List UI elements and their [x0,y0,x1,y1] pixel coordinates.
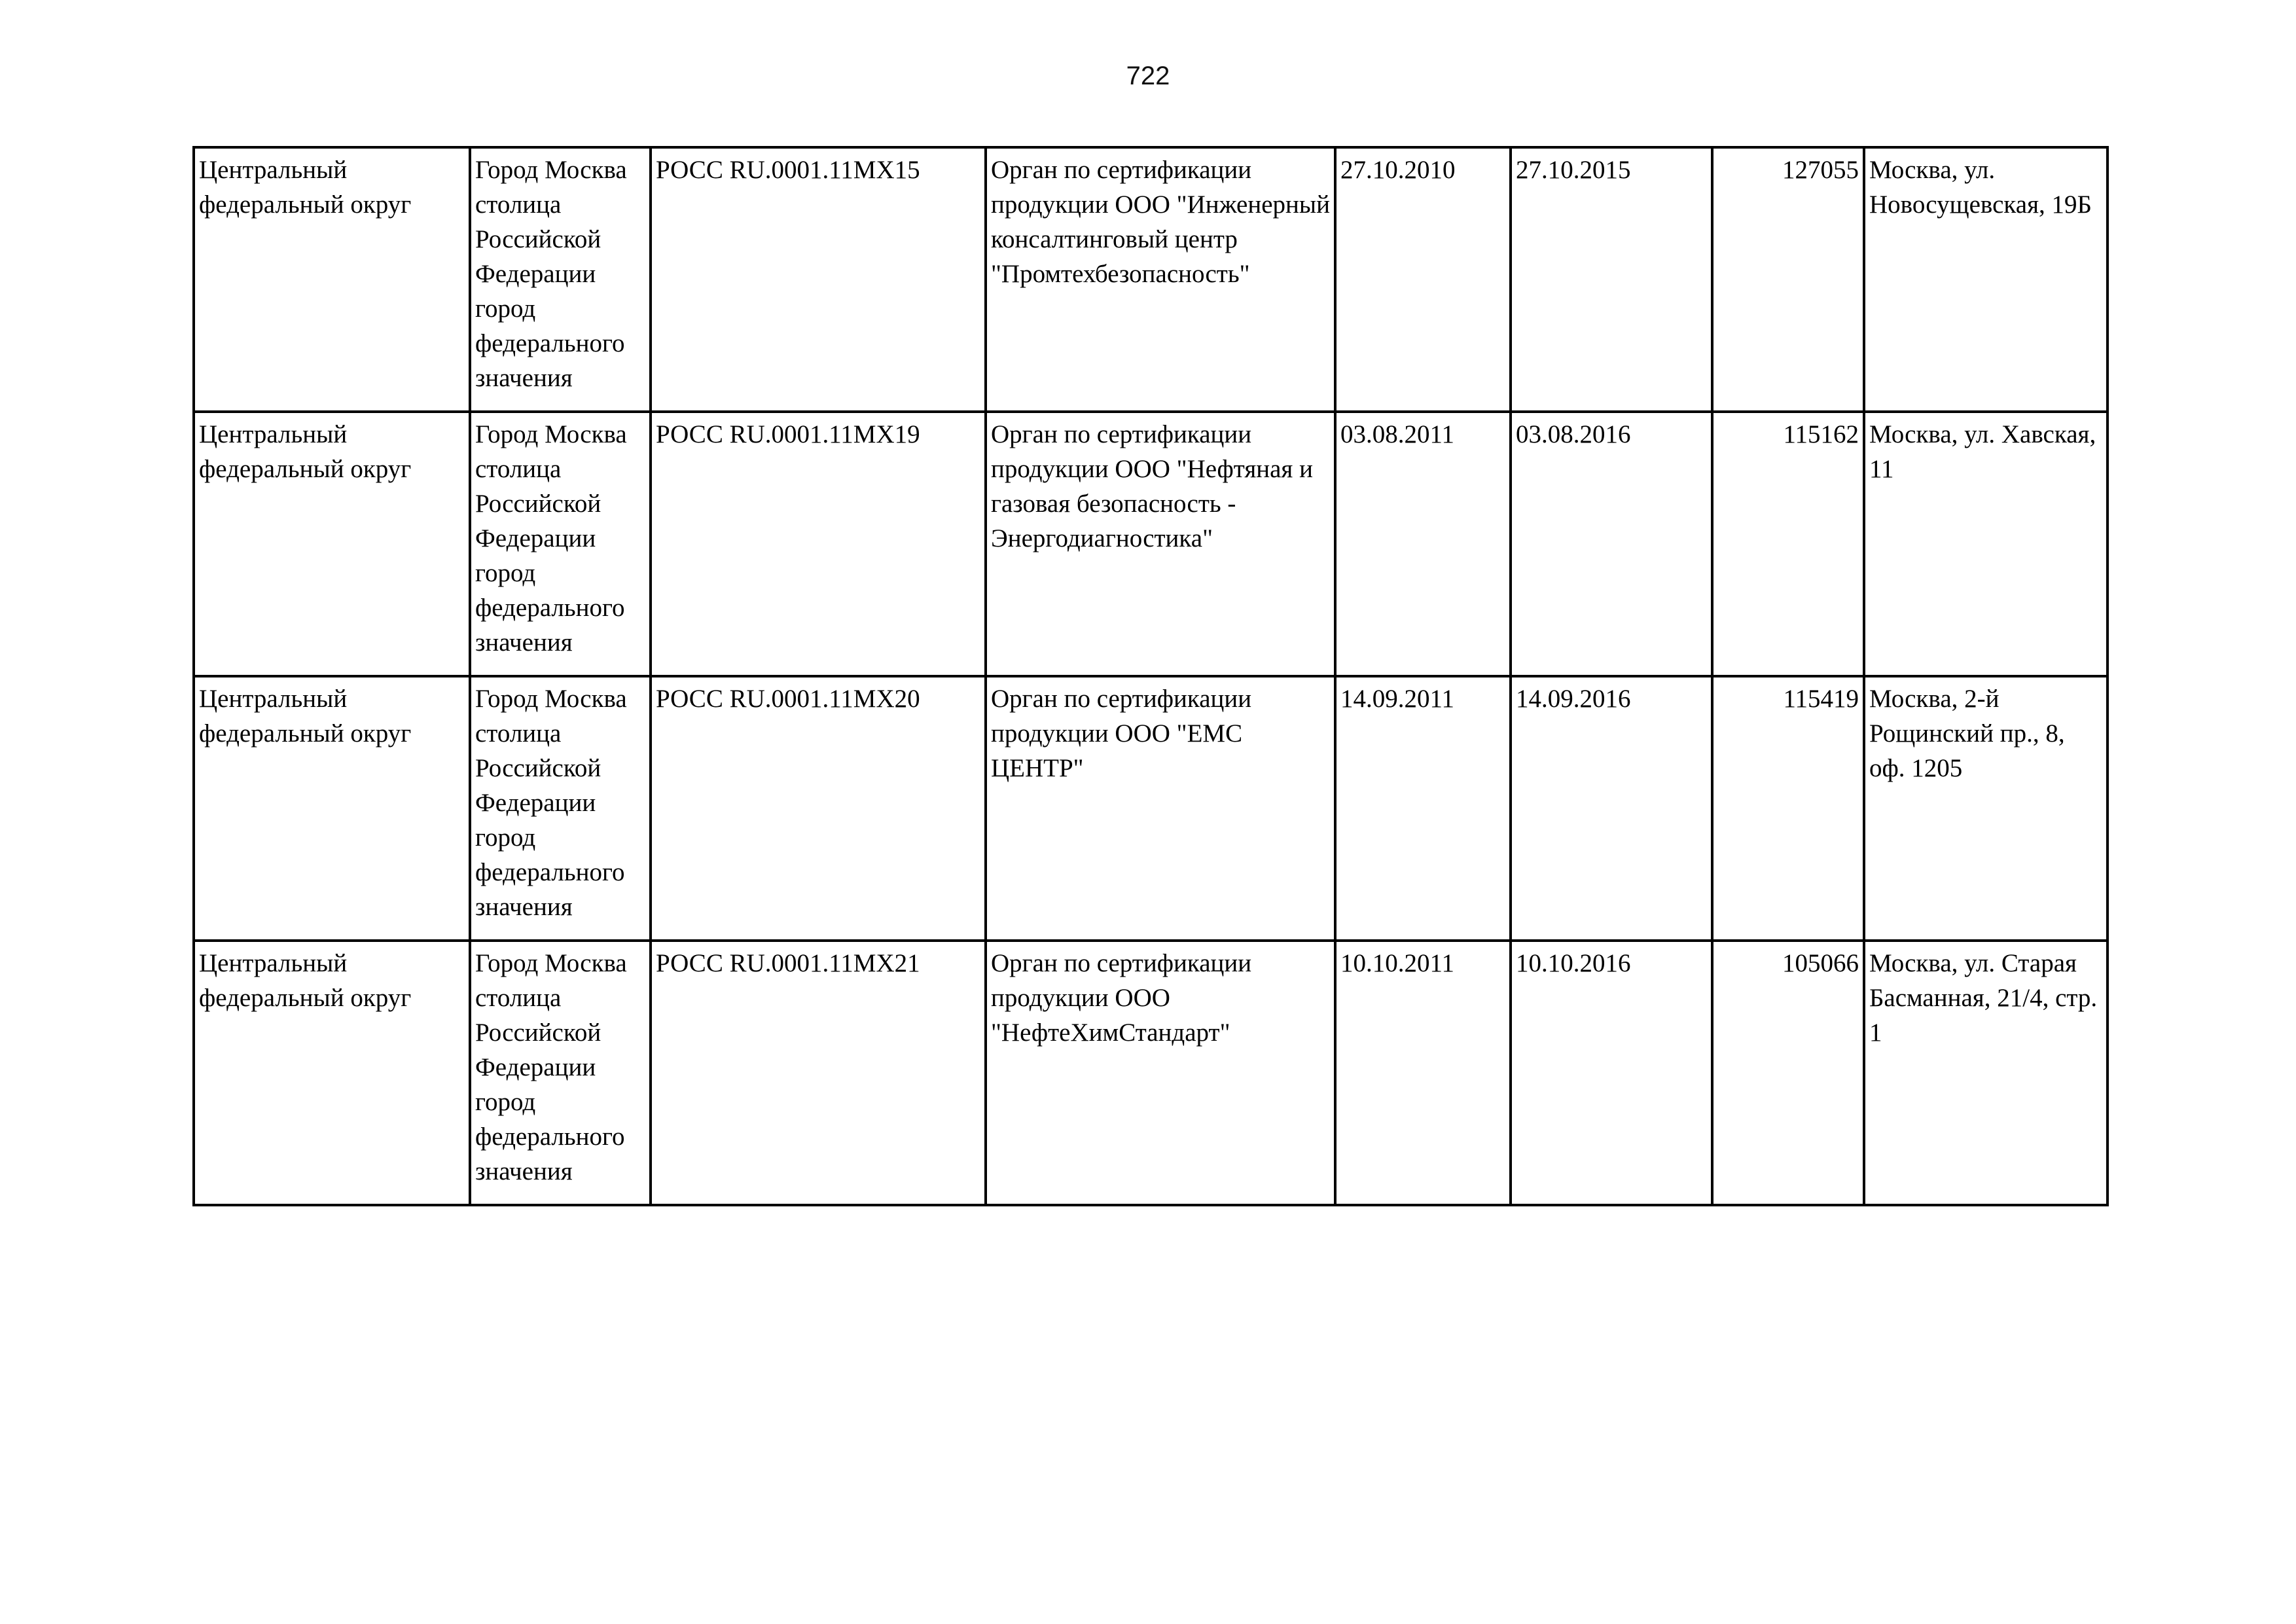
district-cell: Центральный федеральный округ [194,147,470,412]
certification-registry-table [192,146,2109,1206]
reg-number-cell: РОСС RU.0001.11МХ15 [651,147,986,412]
postal-code-cell: 105066 [1712,941,1864,1205]
region-cell: Город Москва столица Российской Федерации город федерального значения [470,941,651,1205]
table-row [194,941,2108,1205]
address-cell: Москва, 2-й Рощинский пр., 8, оф. 1205 [1864,676,2108,941]
region-cell: Город Москва столица Российской Федерации город федерального значения [470,147,651,412]
date-from-cell: 27.10.2010 [1335,147,1511,412]
date-to-cell: 03.08.2016 [1511,412,1712,676]
postal-code-cell: 115162 [1712,412,1864,676]
address-cell: Москва, ул. Хавская, 11 [1864,412,2108,676]
organization-cell: Орган по сертификации продукции ООО "Нефтяная и газовая безопасность - Энергодиагностика" [986,412,1335,676]
date-from-cell: 14.09.2011 [1335,676,1511,941]
date-to-cell: 27.10.2015 [1511,147,1712,412]
organization-cell: Орган по сертификации продукции ООО "ЕМС ЦЕНТР" [986,676,1335,941]
reg-number-cell: РОСС RU.0001.11МХ20 [651,676,986,941]
address-cell: Москва, ул. Старая Басманная, 21/4, стр. 1 [1864,941,2108,1205]
organization-cell: Орган по сертификации продукции ООО "НефтеХимСтандарт" [986,941,1335,1205]
district-cell: Центральный федеральный округ [194,676,470,941]
district-cell: Центральный федеральный округ [194,412,470,676]
organization-cell: Орган по сертификации продукции ООО "Инженерный консалтинговый центр "Промтехбезопасность" [986,147,1335,412]
table-row [194,147,2108,412]
region-cell: Город Москва столица Российской Федерации город федерального значения [470,412,651,676]
district-cell: Центральный федеральный округ [194,941,470,1205]
postal-code-cell: 115419 [1712,676,1864,941]
table-row [194,412,2108,676]
date-to-cell: 14.09.2016 [1511,676,1712,941]
reg-number-cell: РОСС RU.0001.11МХ21 [651,941,986,1205]
postal-code-cell: 127055 [1712,147,1864,412]
date-from-cell: 03.08.2011 [1335,412,1511,676]
address-cell: Москва, ул. Новосущевская, 19Б [1864,147,2108,412]
table-row [194,676,2108,941]
date-from-cell: 10.10.2011 [1335,941,1511,1205]
page-number: 722 [1126,62,1170,90]
date-to-cell: 10.10.2016 [1511,941,1712,1205]
reg-number-cell: РОСС RU.0001.11МХ19 [651,412,986,676]
region-cell: Город Москва столица Российской Федерации город федерального значения [470,676,651,941]
